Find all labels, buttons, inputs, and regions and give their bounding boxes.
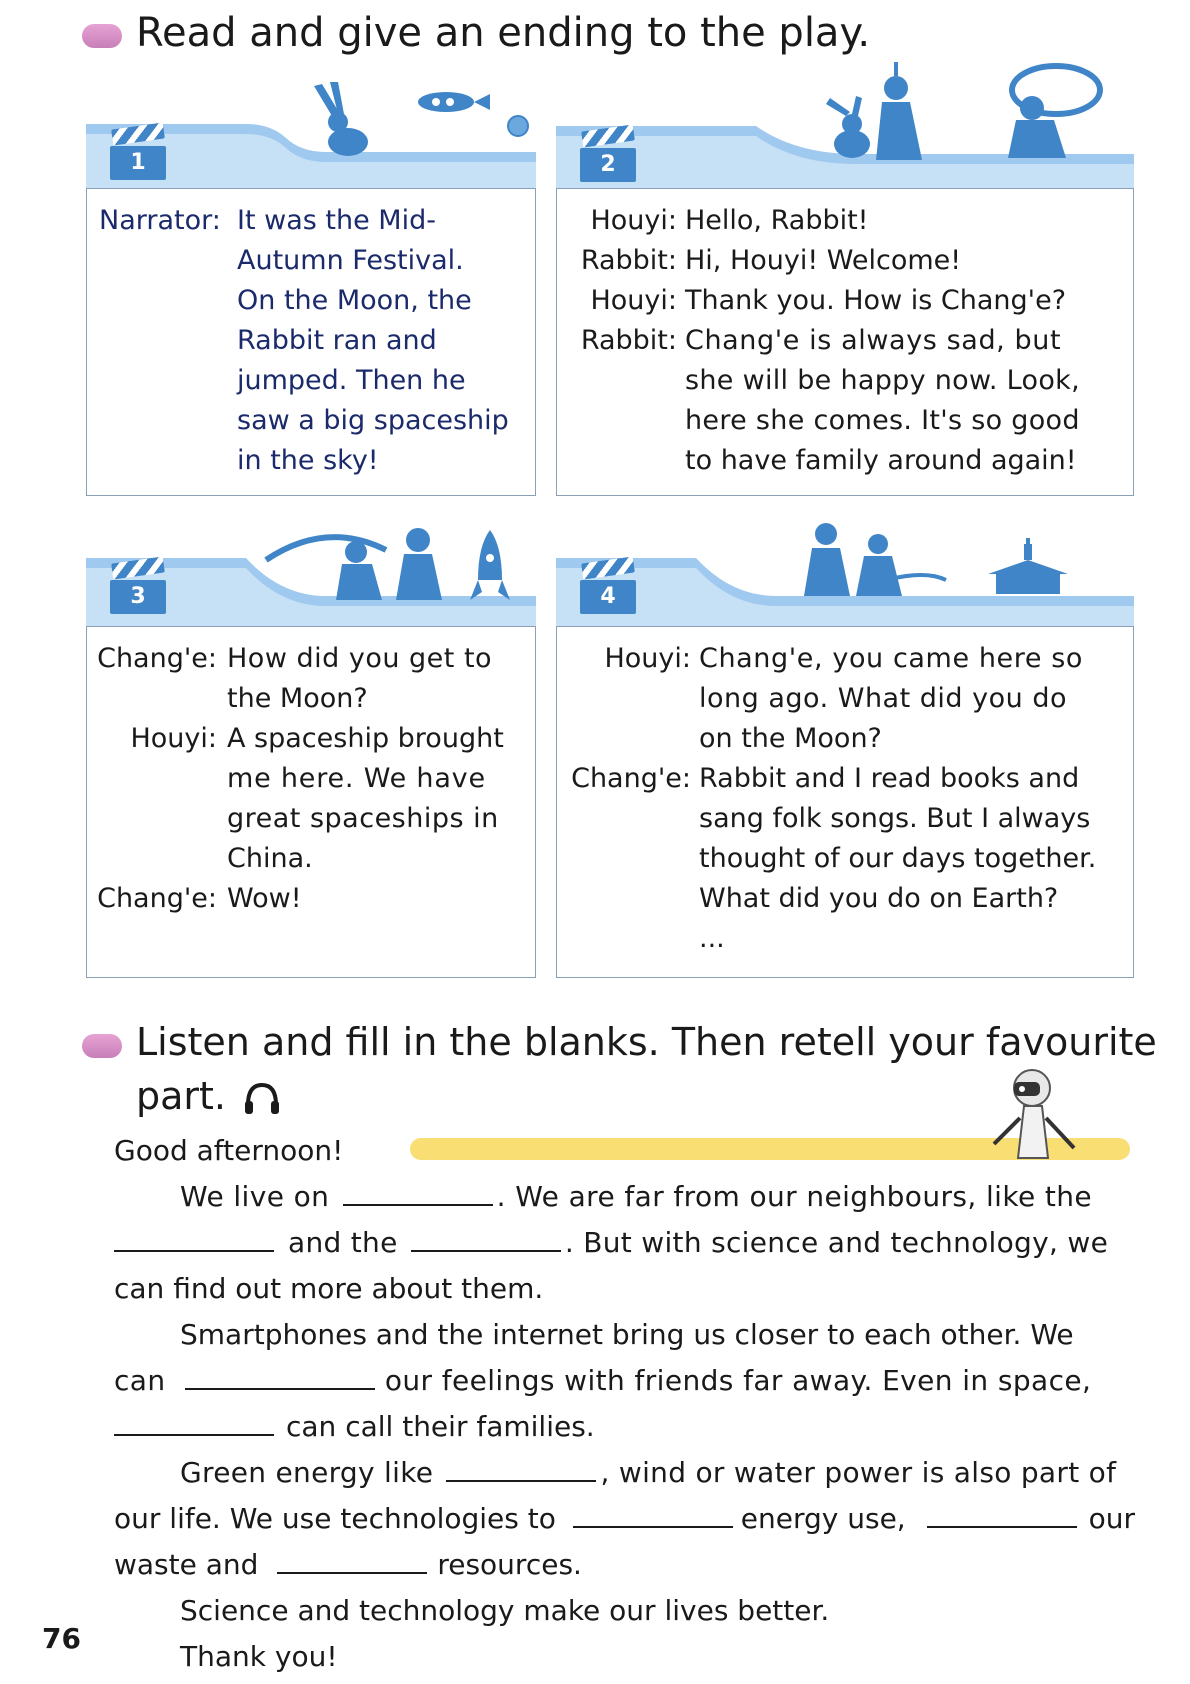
dialogue-text: On the Moon, the [237, 285, 472, 316]
passage-line: Science and technology make our lives better. [180, 1594, 830, 1627]
bullet-icon [82, 1034, 122, 1058]
clapperboard-icon: 1 [110, 124, 166, 180]
dialogue-text: A spaceship brought [227, 723, 504, 754]
clapperboard-icon: 4 [580, 558, 636, 614]
blank-input[interactable] [927, 1500, 1077, 1528]
houyi-figure [396, 528, 442, 600]
speaker-label: Houyi: [590, 205, 677, 236]
dialogue-text: on the Moon? [699, 723, 882, 754]
dialogue-text: Hello, Rabbit! [685, 205, 869, 236]
passage-line: We live on . We are far from our neighbours, like the [180, 1180, 1093, 1213]
dialogue-text: thought of our days together. [699, 843, 1097, 874]
panel-3 [86, 500, 536, 978]
dialogue-text: jumped. Then he [237, 365, 466, 396]
panel-3-text-box [86, 626, 536, 978]
dialogue-text: It was the Mid- [237, 205, 436, 236]
activity2-instruction-cont: part. [136, 1074, 282, 1119]
speaker-label: Rabbit: [580, 325, 677, 356]
dialogue-text: Chang'e, you came here so [699, 643, 1084, 674]
dialogue-text: Chang'e is always sad, but [685, 325, 1062, 356]
blank-input[interactable] [343, 1178, 493, 1206]
speaker-label: Chang'e: [97, 883, 217, 914]
dialogue-block [557, 639, 1133, 969]
houyi-figure [876, 62, 922, 160]
dialogue-text: Wow! [227, 883, 302, 914]
panel-2-scene [556, 50, 1134, 196]
dialogue-text: saw a big spaceship [237, 405, 509, 436]
blank-input[interactable] [573, 1500, 733, 1528]
speaker-label: Chang'e: [571, 763, 691, 794]
rabbit-icon [314, 82, 368, 156]
blank-input[interactable] [114, 1408, 274, 1436]
passage-line: Smartphones and the internet bring us closer to each other. We [180, 1318, 1074, 1351]
planet-icon [508, 116, 528, 136]
blank-input[interactable] [411, 1224, 561, 1252]
dialogue-text: Rabbit and I read books and [699, 763, 1080, 794]
clapperboard-icon: 3 [110, 558, 166, 614]
passage-line: our life. We use technologies to energy use, our [114, 1502, 1136, 1535]
dialogue-text: the Moon? [227, 683, 368, 714]
dialogue-text: How did you get to [227, 643, 493, 674]
passage-line: can our feelings with friends far away. Even in space, [114, 1364, 1092, 1397]
dialogue-text: Hi, Houyi! Welcome! [685, 245, 962, 276]
panel-4-text-box [556, 626, 1134, 978]
spaceship-icon [418, 92, 490, 112]
blank-input[interactable] [114, 1224, 274, 1252]
dialogue-text: What did you do on Earth? [699, 883, 1059, 914]
blank-input[interactable] [185, 1362, 375, 1390]
dialogue-text: sang folk songs. But I always [699, 803, 1091, 834]
dialogue-text: Autumn Festival. [237, 245, 464, 276]
speaker-label: Houyi: [590, 285, 677, 316]
passage-line: and the . But with science and technology, we [114, 1220, 1108, 1266]
passage-line: waste and resources. [114, 1548, 582, 1581]
dialogue-text: here she comes. It's so good [685, 405, 1080, 436]
dialogue-text: ... [699, 923, 725, 954]
passage-line: can call their families. [114, 1404, 595, 1450]
dialogue-block [87, 639, 535, 969]
greeting: Good afternoon! [114, 1134, 344, 1167]
activity2-instruction: Listen and fill in the blanks. Then retell your favourite [136, 1020, 1157, 1064]
panel-2 [556, 50, 1134, 496]
panel-4-scene [556, 500, 1134, 628]
speaker-label: Houyi: [130, 723, 217, 754]
dialogue-text: Thank you. How is Chang'e? [685, 285, 1067, 316]
page-number: 76 [42, 1622, 81, 1655]
passage-line: Green energy like , wind or water power is also part of [180, 1456, 1117, 1489]
panel-1-text-box [86, 188, 536, 496]
dialogue-text: in the sky! [237, 445, 379, 476]
blank-input[interactable] [446, 1454, 596, 1482]
change-figure [856, 534, 946, 596]
passage-line: can find out more about them. [114, 1272, 544, 1305]
pagoda-icon [988, 538, 1068, 594]
speaker-label: Houyi: [604, 643, 691, 674]
speaker-label: Chang'e: [97, 643, 217, 674]
dialogue-text: long ago. What did you do [699, 683, 1067, 714]
passage-line: Thank you! [180, 1640, 338, 1673]
headphones-icon[interactable] [242, 1079, 282, 1119]
dialogue-text: to have family around again! [685, 445, 1077, 476]
bullet-icon [82, 24, 122, 48]
rabbit-icon [826, 96, 870, 158]
activity1-instruction: Read and give an ending to the play. [136, 10, 871, 56]
speaker-label: Rabbit: [580, 245, 677, 276]
clapperboard-icon: 2 [580, 126, 636, 182]
dialogue-text: China. [227, 843, 313, 874]
rocket-icon [470, 530, 510, 600]
panel-2-text-box [556, 188, 1134, 496]
blank-input[interactable] [277, 1546, 427, 1574]
panel-4 [556, 500, 1134, 978]
dialogue-text: Rabbit ran and [237, 325, 437, 356]
dialogue-text: she will be happy now. Look, [685, 365, 1080, 396]
dialogue-text: me here. We have [227, 763, 486, 794]
dialogue-text: great spaceships in [227, 803, 499, 834]
dialogue-block [557, 201, 1133, 491]
robot-mascot [970, 1066, 1090, 1162]
speaker-label: Narrator: [99, 205, 221, 236]
panel-1 [86, 76, 536, 496]
houyi-figure [804, 523, 850, 596]
